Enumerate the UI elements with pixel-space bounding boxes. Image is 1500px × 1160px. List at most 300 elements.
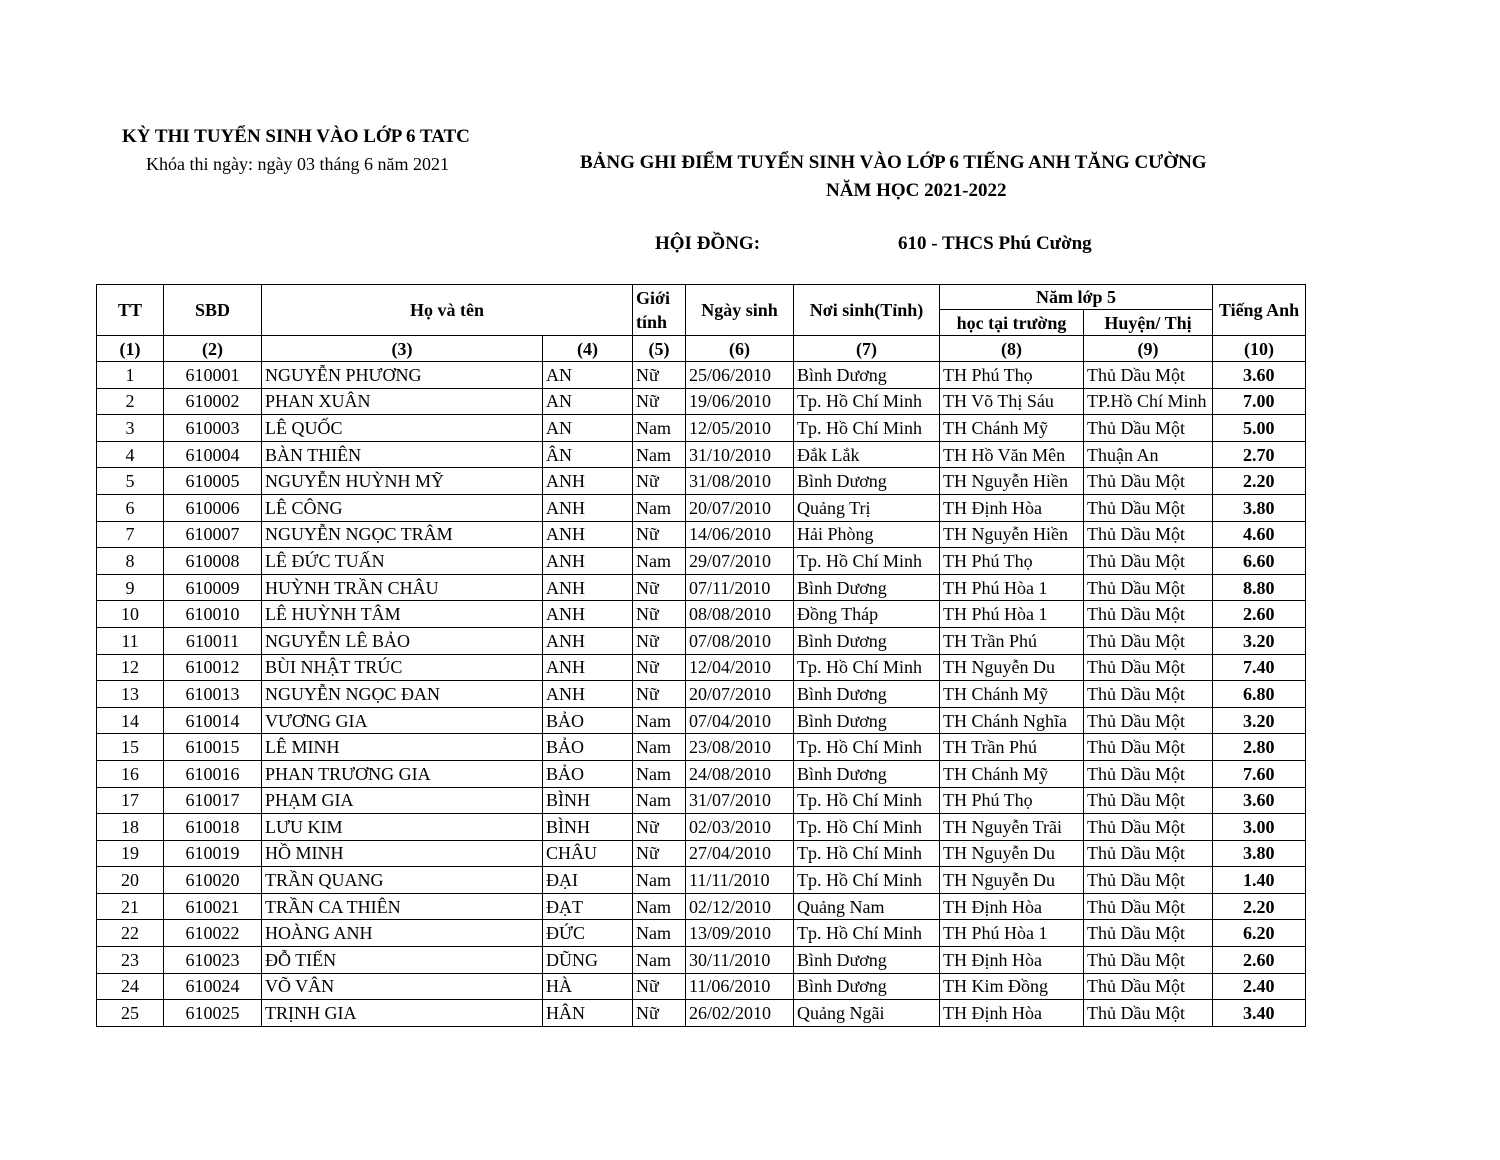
english-score-cell: 2.20 (1213, 468, 1306, 495)
school-cell: TH Phú Thọ (940, 548, 1084, 575)
table-row (97, 867, 1306, 894)
birthplace-cell: Bình Dương (794, 362, 940, 389)
first-name-cell: CHÂU (543, 840, 633, 867)
school-cell: TH Võ Thị Sáu (940, 388, 1084, 415)
column-number-3: (3) (262, 336, 543, 362)
table-row (97, 441, 1306, 468)
table-row (97, 574, 1306, 601)
sbd-cell: 610007 (164, 521, 262, 548)
tt-cell: 18 (97, 814, 164, 841)
district-cell: Thủ Dầu Một (1084, 574, 1213, 601)
birthplace-cell: Bình Dương (794, 574, 940, 601)
district-cell: Thủ Dầu Một (1084, 627, 1213, 654)
birthplace-cell: Quảng Trị (794, 494, 940, 521)
first-name-cell: AN (543, 415, 633, 442)
school-cell: TH Nguyễn Trãi (940, 814, 1084, 841)
column-number-9: (9) (1084, 336, 1213, 362)
dob-cell: 13/09/2010 (686, 920, 794, 947)
sbd-cell: 610016 (164, 760, 262, 787)
last-middle-name-cell: NGUYỄN NGỌC TRÂM (262, 521, 543, 548)
english-score-cell: 2.60 (1213, 947, 1306, 974)
exam-title: KỲ THI TUYỂN SINH VÀO LỚP 6 TATC (122, 126, 470, 147)
birthplace-cell: Quảng Ngãi (794, 1000, 940, 1027)
last-middle-name-cell: LÊ CÔNG (262, 494, 543, 521)
sheet-title: BẢNG GHI ĐIỂM TUYỂN SINH VÀO LỚP 6 TIẾNG ANH TĂNG CƯỜNG (580, 152, 1207, 173)
sbd-cell: 610002 (164, 388, 262, 415)
tt-cell: 23 (97, 947, 164, 974)
sbd-cell: 610003 (164, 415, 262, 442)
birthplace-cell: Tp. Hồ Chí Minh (794, 734, 940, 761)
header-grade5: Năm lớp 5 (940, 285, 1213, 310)
dob-cell: 02/03/2010 (686, 814, 794, 841)
district-cell: Thủ Dầu Một (1084, 840, 1213, 867)
header-gender (633, 285, 686, 336)
english-score-cell: 1.40 (1213, 867, 1306, 894)
table-row (97, 415, 1306, 442)
table-row (97, 920, 1306, 947)
birthplace-cell: Tp. Hồ Chí Minh (794, 867, 940, 894)
sbd-cell: 610008 (164, 548, 262, 575)
header-dob: Ngày sinh (686, 285, 794, 336)
last-middle-name-cell: VƯƠNG GIA (262, 707, 543, 734)
birthplace-cell: Đồng Tháp (794, 601, 940, 628)
first-name-cell: ANH (543, 548, 633, 575)
first-name-cell: HÀ (543, 973, 633, 1000)
district-cell: Thủ Dầu Một (1084, 415, 1213, 442)
school-cell: TH Nguyễn Du (940, 867, 1084, 894)
school-cell: TH Định Hòa (940, 1000, 1084, 1027)
english-score-cell: 3.80 (1213, 494, 1306, 521)
dob-cell: 31/08/2010 (686, 468, 794, 495)
header-english: Tiếng Anh (1213, 285, 1306, 336)
table-row (97, 681, 1306, 708)
tt-cell: 3 (97, 415, 164, 442)
header-name: Họ và tên (262, 285, 633, 336)
dob-cell: 20/07/2010 (686, 681, 794, 708)
last-middle-name-cell: PHAN XUÂN (262, 388, 543, 415)
gender-cell: Nữ (633, 840, 686, 867)
table-row (97, 1000, 1306, 1027)
sbd-cell: 610015 (164, 734, 262, 761)
dob-cell: 14/06/2010 (686, 521, 794, 548)
header-birthplace: Nơi sinh(Tỉnh) (794, 285, 940, 336)
birthplace-cell: Hải Phòng (794, 521, 940, 548)
first-name-cell: AN (543, 362, 633, 389)
gender-cell: Nam (633, 548, 686, 575)
birthplace-cell: Quảng Nam (794, 893, 940, 920)
exam-date: Khóa thi ngày: ngày 03 tháng 6 năm 2021 (146, 154, 449, 174)
gender-cell: Nữ (633, 521, 686, 548)
table-row (97, 388, 1306, 415)
dob-cell: 31/10/2010 (686, 441, 794, 468)
english-score-cell: 8.80 (1213, 574, 1306, 601)
sbd-cell: 610025 (164, 1000, 262, 1027)
district-cell: Thủ Dầu Một (1084, 654, 1213, 681)
birthplace-cell: Bình Dương (794, 947, 940, 974)
sbd-cell: 610012 (164, 654, 262, 681)
english-score-cell: 7.60 (1213, 760, 1306, 787)
english-score-cell: 2.20 (1213, 893, 1306, 920)
district-cell: Thủ Dầu Một (1084, 548, 1213, 575)
birthplace-cell: Tp. Hồ Chí Minh (794, 787, 940, 814)
english-score-cell: 2.70 (1213, 441, 1306, 468)
table-row (97, 787, 1306, 814)
birthplace-cell: Tp. Hồ Chí Minh (794, 415, 940, 442)
last-middle-name-cell: VÕ VÂN (262, 973, 543, 1000)
gender-cell: Nam (633, 441, 686, 468)
sbd-cell: 610023 (164, 947, 262, 974)
header-sbd: SBD (164, 285, 262, 336)
district-cell: Thủ Dầu Một (1084, 362, 1213, 389)
school-cell: TH Trần Phú (940, 627, 1084, 654)
dob-cell: 24/08/2010 (686, 760, 794, 787)
last-middle-name-cell: HOÀNG ANH (262, 920, 543, 947)
council-label: HỘI ĐỒNG: (655, 233, 761, 254)
district-cell: Thủ Dầu Một (1084, 973, 1213, 1000)
dob-cell: 23/08/2010 (686, 734, 794, 761)
gender-cell: Nữ (633, 574, 686, 601)
last-middle-name-cell: NGUYỄN NGỌC ĐAN (262, 681, 543, 708)
last-middle-name-cell: TRẦN QUANG (262, 867, 543, 894)
table-row (97, 734, 1306, 761)
header-tt: TT (97, 285, 164, 336)
birthplace-cell: Tp. Hồ Chí Minh (794, 654, 940, 681)
sbd-cell: 610019 (164, 840, 262, 867)
gender-cell: Nữ (633, 654, 686, 681)
tt-cell: 11 (97, 627, 164, 654)
school-cell: TH Định Hòa (940, 947, 1084, 974)
school-cell: TH Định Hòa (940, 893, 1084, 920)
english-score-cell: 2.80 (1213, 734, 1306, 761)
first-name-cell: ĐẠI (543, 867, 633, 894)
dob-cell: 11/06/2010 (686, 973, 794, 1000)
sbd-cell: 610024 (164, 973, 262, 1000)
sbd-cell: 610017 (164, 787, 262, 814)
district-cell: Thủ Dầu Một (1084, 814, 1213, 841)
birthplace-cell: Đắk Lắk (794, 441, 940, 468)
school-cell: TH Chánh Mỹ (940, 760, 1084, 787)
tt-cell: 25 (97, 1000, 164, 1027)
dob-cell: 31/07/2010 (686, 787, 794, 814)
birthplace-cell: Bình Dương (794, 760, 940, 787)
english-score-cell: 2.60 (1213, 601, 1306, 628)
gender-cell: Nữ (633, 362, 686, 389)
dob-cell: 08/08/2010 (686, 601, 794, 628)
last-middle-name-cell: LÊ MINH (262, 734, 543, 761)
gender-cell: Nam (633, 920, 686, 947)
dob-cell: 11/11/2010 (686, 867, 794, 894)
school-cell: TH Định Hòa (940, 494, 1084, 521)
first-name-cell: AN (543, 388, 633, 415)
birthplace-cell: Tp. Hồ Chí Minh (794, 388, 940, 415)
table-row (97, 494, 1306, 521)
tt-cell: 21 (97, 893, 164, 920)
english-score-cell: 6.60 (1213, 548, 1306, 575)
gender-cell: Nam (633, 947, 686, 974)
score-rows (97, 362, 1306, 1027)
dob-cell: 27/04/2010 (686, 840, 794, 867)
tt-cell: 2 (97, 388, 164, 415)
column-number-5: (5) (633, 336, 686, 362)
school-cell: TH Hồ Văn Mên (940, 441, 1084, 468)
english-score-cell: 7.40 (1213, 654, 1306, 681)
district-cell: Thủ Dầu Một (1084, 601, 1213, 628)
tt-cell: 1 (97, 362, 164, 389)
birthplace-cell: Tp. Hồ Chí Minh (794, 840, 940, 867)
birthplace-cell: Bình Dương (794, 627, 940, 654)
column-number-2: (2) (164, 336, 262, 362)
birthplace-cell: Bình Dương (794, 973, 940, 1000)
last-middle-name-cell: NGUYỄN PHƯƠNG (262, 362, 543, 389)
english-score-cell: 7.00 (1213, 388, 1306, 415)
english-score-cell: 3.60 (1213, 362, 1306, 389)
header-school: học tại trường (940, 310, 1084, 336)
gender-cell: Nữ (633, 627, 686, 654)
first-name-cell: BÌNH (543, 787, 633, 814)
first-name-cell: ANH (543, 494, 633, 521)
tt-cell: 10 (97, 601, 164, 628)
sbd-cell: 610014 (164, 707, 262, 734)
school-cell: TH Chánh Mỹ (940, 681, 1084, 708)
english-score-cell: 4.60 (1213, 521, 1306, 548)
table-row (97, 468, 1306, 495)
gender-cell: Nữ (633, 973, 686, 1000)
district-cell: Thủ Dầu Một (1084, 760, 1213, 787)
birthplace-cell: Bình Dương (794, 707, 940, 734)
gender-cell: Nam (633, 787, 686, 814)
first-name-cell: DŨNG (543, 947, 633, 974)
dob-cell: 07/08/2010 (686, 627, 794, 654)
first-name-cell: BẢO (543, 734, 633, 761)
tt-cell: 24 (97, 973, 164, 1000)
tt-cell: 20 (97, 867, 164, 894)
last-middle-name-cell: TRỊNH GIA (262, 1000, 543, 1027)
tt-cell: 6 (97, 494, 164, 521)
table-row (97, 760, 1306, 787)
tt-cell: 15 (97, 734, 164, 761)
table-row (97, 548, 1306, 575)
first-name-cell: ANH (543, 681, 633, 708)
gender-cell: Nữ (633, 601, 686, 628)
first-name-cell: HÂN (543, 1000, 633, 1027)
gender-cell: Nữ (633, 388, 686, 415)
tt-cell: 17 (97, 787, 164, 814)
last-middle-name-cell: PHẠM GIA (262, 787, 543, 814)
column-number-10: (10) (1213, 336, 1306, 362)
district-cell: Thủ Dầu Một (1084, 494, 1213, 521)
english-score-cell: 3.80 (1213, 840, 1306, 867)
school-cell: TH Trần Phú (940, 734, 1084, 761)
first-name-cell: ANH (543, 654, 633, 681)
school-cell: TH Phú Hòa 1 (940, 920, 1084, 947)
english-score-cell: 2.40 (1213, 973, 1306, 1000)
gender-cell: Nữ (633, 1000, 686, 1027)
gender-cell: Nam (633, 893, 686, 920)
first-name-cell: BÌNH (543, 814, 633, 841)
first-name-cell: BẢO (543, 760, 633, 787)
english-score-cell: 6.20 (1213, 920, 1306, 947)
district-cell: Thuận An (1084, 441, 1213, 468)
gender-cell: Nam (633, 707, 686, 734)
dob-cell: 19/06/2010 (686, 388, 794, 415)
school-cell: TH Phú Thọ (940, 787, 1084, 814)
tt-cell: 16 (97, 760, 164, 787)
dob-cell: 30/11/2010 (686, 947, 794, 974)
column-number-6: (6) (686, 336, 794, 362)
english-score-cell: 5.00 (1213, 415, 1306, 442)
header-gender-line1: Giới (636, 288, 670, 308)
district-cell: Thủ Dầu Một (1084, 468, 1213, 495)
school-cell: TH Nguyễn Hiền (940, 521, 1084, 548)
sbd-cell: 610013 (164, 681, 262, 708)
district-cell: TP.Hồ Chí Minh (1084, 388, 1213, 415)
table-row (97, 601, 1306, 628)
district-cell: Thủ Dầu Một (1084, 893, 1213, 920)
sbd-cell: 610011 (164, 627, 262, 654)
school-cell: TH Phú Hòa 1 (940, 574, 1084, 601)
table-row (97, 840, 1306, 867)
last-middle-name-cell: TRẦN CA THIÊN (262, 893, 543, 920)
last-middle-name-cell: PHAN TRƯƠNG GIA (262, 760, 543, 787)
first-name-cell: ĐẠT (543, 893, 633, 920)
dob-cell: 02/12/2010 (686, 893, 794, 920)
column-number-7: (7) (794, 336, 940, 362)
english-score-cell: 3.40 (1213, 1000, 1306, 1027)
school-cell: TH Nguyễn Du (940, 654, 1084, 681)
tt-cell: 4 (97, 441, 164, 468)
last-middle-name-cell: BÙI NHẬT TRÚC (262, 654, 543, 681)
sbd-cell: 610010 (164, 601, 262, 628)
school-year: NĂM HỌC 2021-2022 (826, 180, 1007, 201)
gender-cell: Nữ (633, 468, 686, 495)
district-cell: Thủ Dầu Một (1084, 734, 1213, 761)
district-cell: Thủ Dầu Một (1084, 947, 1213, 974)
column-number-4: (4) (543, 336, 633, 362)
school-cell: TH Phú Hòa 1 (940, 601, 1084, 628)
first-name-cell: ANH (543, 468, 633, 495)
last-middle-name-cell: BÀN THIÊN (262, 441, 543, 468)
table-row (97, 893, 1306, 920)
tt-cell: 22 (97, 920, 164, 947)
council-value: 610 - THCS Phú Cường (898, 233, 1092, 254)
school-cell: TH Nguyễn Hiền (940, 468, 1084, 495)
school-cell: TH Chánh Nghĩa (940, 707, 1084, 734)
english-score-cell: 3.00 (1213, 814, 1306, 841)
dob-cell: 26/02/2010 (686, 1000, 794, 1027)
first-name-cell: ANH (543, 627, 633, 654)
birthplace-cell: Tp. Hồ Chí Minh (794, 814, 940, 841)
district-cell: Thủ Dầu Một (1084, 521, 1213, 548)
sbd-cell: 610022 (164, 920, 262, 947)
english-score-cell: 3.20 (1213, 627, 1306, 654)
tt-cell: 9 (97, 574, 164, 601)
english-score-cell: 3.20 (1213, 707, 1306, 734)
last-middle-name-cell: LƯU KIM (262, 814, 543, 841)
table-row (97, 627, 1306, 654)
score-table (96, 284, 1306, 1027)
gender-cell: Nữ (633, 814, 686, 841)
sbd-cell: 610009 (164, 574, 262, 601)
last-middle-name-cell: NGUYỄN LÊ BẢO (262, 627, 543, 654)
table-row (97, 521, 1306, 548)
gender-cell: Nam (633, 494, 686, 521)
district-cell: Thủ Dầu Một (1084, 707, 1213, 734)
district-cell: Thủ Dầu Một (1084, 920, 1213, 947)
birthplace-cell: Bình Dương (794, 468, 940, 495)
dob-cell: 25/06/2010 (686, 362, 794, 389)
tt-cell: 12 (97, 654, 164, 681)
birthplace-cell: Tp. Hồ Chí Minh (794, 548, 940, 575)
birthplace-cell: Bình Dương (794, 681, 940, 708)
table-row (97, 973, 1306, 1000)
last-middle-name-cell: LÊ ĐỨC TUẤN (262, 548, 543, 575)
first-name-cell: ANH (543, 574, 633, 601)
first-name-cell: ANH (543, 601, 633, 628)
district-cell: Thủ Dầu Một (1084, 1000, 1213, 1027)
table-row (97, 654, 1306, 681)
district-cell: Thủ Dầu Một (1084, 787, 1213, 814)
sbd-cell: 610020 (164, 867, 262, 894)
school-cell: TH Phú Thọ (940, 362, 1084, 389)
dob-cell: 07/04/2010 (686, 707, 794, 734)
first-name-cell: ANH (543, 521, 633, 548)
table-row (97, 362, 1306, 389)
header-district: Huyện/ Thị (1084, 310, 1213, 336)
gender-cell: Nam (633, 760, 686, 787)
sbd-cell: 610018 (164, 814, 262, 841)
header-gender-line2: tính (636, 312, 668, 332)
sbd-cell: 610021 (164, 893, 262, 920)
school-cell: TH Chánh Mỹ (940, 415, 1084, 442)
first-name-cell: ÂN (543, 441, 633, 468)
last-middle-name-cell: HUỲNH TRẦN CHÂU (262, 574, 543, 601)
dob-cell: 07/11/2010 (686, 574, 794, 601)
school-cell: TH Kim Đồng (940, 973, 1084, 1000)
sbd-cell: 610005 (164, 468, 262, 495)
last-middle-name-cell: NGUYỄN HUỲNH MỸ (262, 468, 543, 495)
gender-cell: Nữ (633, 681, 686, 708)
sbd-cell: 610004 (164, 441, 262, 468)
first-name-cell: ĐỨC (543, 920, 633, 947)
dob-cell: 12/04/2010 (686, 654, 794, 681)
birthplace-cell: Tp. Hồ Chí Minh (794, 920, 940, 947)
school-cell: TH Nguyễn Du (940, 840, 1084, 867)
tt-cell: 13 (97, 681, 164, 708)
last-middle-name-cell: LÊ QUỐC (262, 415, 543, 442)
column-number-8: (8) (940, 336, 1084, 362)
district-cell: Thủ Dầu Một (1084, 681, 1213, 708)
sbd-cell: 610006 (164, 494, 262, 521)
tt-cell: 14 (97, 707, 164, 734)
tt-cell: 5 (97, 468, 164, 495)
tt-cell: 19 (97, 840, 164, 867)
column-number-row (97, 336, 1306, 362)
sbd-cell: 610001 (164, 362, 262, 389)
english-score-cell: 3.60 (1213, 787, 1306, 814)
gender-cell: Nam (633, 415, 686, 442)
district-cell: Thủ Dầu Một (1084, 867, 1213, 894)
gender-cell: Nam (633, 734, 686, 761)
last-middle-name-cell: LÊ HUỲNH TÂM (262, 601, 543, 628)
dob-cell: 20/07/2010 (686, 494, 794, 521)
dob-cell: 29/07/2010 (686, 548, 794, 575)
first-name-cell: BẢO (543, 707, 633, 734)
table-row (97, 814, 1306, 841)
column-number-1: (1) (97, 336, 164, 362)
tt-cell: 7 (97, 521, 164, 548)
last-middle-name-cell: ĐỖ TIẾN (262, 947, 543, 974)
last-middle-name-cell: HỒ MINH (262, 840, 543, 867)
